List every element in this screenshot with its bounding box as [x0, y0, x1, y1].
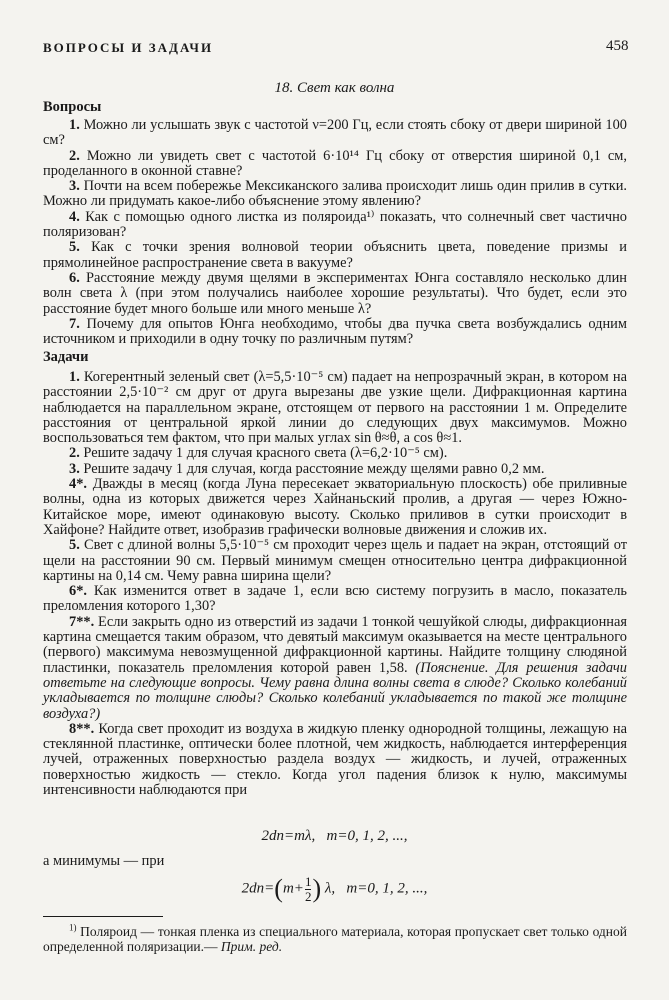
- question-item: 2. Можно ли увидеть свет с частотой 6·10¹⁴ Гц сбоку от отверстия шириной 0,1 см, проделанного в оконной ставне?: [43, 147, 627, 179]
- problem-item: 1. Когерентный зеленый свет (λ=5,5·10⁻⁵ см) падает на непрозрачный экран, в котором на расстоянии 2,5·10⁻² см друг от друга вырезаны две узкие щели. Дифракционная картина наблюдается на параллельном экране, отстоящем от первого на расстоянии 1 м. Определите расстояния от центральной яркой линии до следующих двух максимумов. Можно воспользоваться тем фактом, что при малых углах sin θ≈θ, а cos θ≈1.: [43, 369, 627, 447]
- footnote-divider: [43, 916, 163, 917]
- problems-list: [43, 370, 627, 798]
- question-item: 6. Расстояние между двумя щелями в экспериментах Юнга составляло несколько длин волн света λ (при этом получались наиболее хорошие результаты). Что будет, если это расстояние будет много больше или много меньше λ?: [43, 269, 627, 317]
- problem-item: 3. Решите задачу 1 для случая, когда расстояние между щелями равно 0,2 мм.: [69, 460, 545, 477]
- question-item: 1. Можно ли услышать звук с частотой ν=200 Гц, если стоять сбоку от двери шириной 100 см?: [43, 117, 627, 149]
- problem-item: 8**. Когда свет проходит из воздуха в жидкую пленку однородной толщины, лежащую на стеклянной пластинке, оптически более плотной, чем жидкость, наблюдается интерференция лучей, отраженных поверхностью раздела воздух — жидкость, и лучей, отраженных поверхностью жидкость — стекло. Когда угол падения близок к нулю, максимумы интенсивности наблюдаются при: [43, 720, 627, 799]
- minima-formula: 2dn=(m+ $\frac{1}{2}$ ) λ, m=0, 1, 2, ...,: [241, 873, 428, 904]
- problems-heading: Задачи: [43, 349, 89, 365]
- problem-item: 7**. Если закрыть одно из отверстий из задачи 1 тонкой чешуйкой слюды, дифракционная картина смещается таким образом, что девятый максимум оказывается на месте центрального (первого) максимума невозмущенной дифракционной картины. Найдите толщину слюдяной пластинки, показатель преломления которой равен 1,58. (Пояснение. Для решения задачи ответьте на следующие вопросы. Чему равна длина волны света в слюде? Сколько колебаний укладывается по толщине слюды? Сколько колебаний укладывается по такой же толщине воздуха?): [43, 613, 627, 722]
- page-number: 458: [606, 38, 629, 54]
- maxima-formula: 2dn=mλ, m=0, 1, 2, ...,: [261, 828, 408, 844]
- question-item: 7. Почему для опытов Юнга необходимо, чтобы два пучка света возбуждались одним источником и приходили в одну точку по различным путям?: [43, 315, 627, 348]
- section-title: 18. Свет как волна: [274, 80, 395, 96]
- running-head: ВОПРОСЫ И ЗАДАЧИ: [43, 40, 214, 55]
- problem-hint: (Пояснение. Для решения задачи ответьте на следующие вопросы. Чему равна длина волны света в слюде? Сколько колебаний укладывается по толщине слюды? Сколько колебаний укладывается по такой же толщине воздуха?): [43, 659, 627, 722]
- footnote: $^{1)}$ Поляроид — тонкая пленка из специального материала, которая пропускает свет только одной определенной поляризации.— Прим. ред.: [43, 922, 628, 954]
- problem-item: 4*. Дважды в месяц (когда Луна пересекает экваториальную плоскость) обе приливные волны, одна из которых движется через Хайнаньский пролив, а другая — через Южно-Китайское море, имеют одинаковую высоту. Сколько приливов в сутки происходит в Хайфоне? Найдите ответ, изобразив графически волновые движения и сложив их.: [43, 476, 627, 538]
- problem-item: 2. Решите задачу 1 для случая красного света (λ=6,2·10⁻⁵ см).: [69, 445, 448, 462]
- fraction-one-half: $\frac{1}{2}$: [304, 873, 312, 904]
- minima-text: а минимумы — при: [43, 853, 165, 869]
- problem-item: 6*. Как изменится ответ в задаче 1, если всю систему погрузить в масло, показатель преломления которого 1,30?: [43, 583, 627, 615]
- problem-item: 5. Свет с длиной волны 5,5·10⁻⁵ см проходит через щель и падает на экран, отстоящий от щели на расстоянии 90 см. Первый минимум смещен относительно центра дифракционной картины на 0,14 см. Чему равна ширина щели?: [43, 537, 627, 584]
- questions-list: [43, 118, 627, 347]
- question-item: 3. Почти на всем побережье Мексиканского залива происходит лишь один прилив в сутки. Можно ли придумать какое-либо объяснение этому явлению?: [43, 178, 627, 210]
- question-item: 5. Как с точки зрения волновой теории объяснить цвета, поведение призмы и прямолинейное распространение света в вакууме?: [43, 239, 627, 271]
- questions-heading: Вопросы: [43, 99, 102, 115]
- question-item: 4. Как с помощью одного листка из поляроида¹⁾ показать, что солнечный свет частично поляризован?: [43, 208, 627, 241]
